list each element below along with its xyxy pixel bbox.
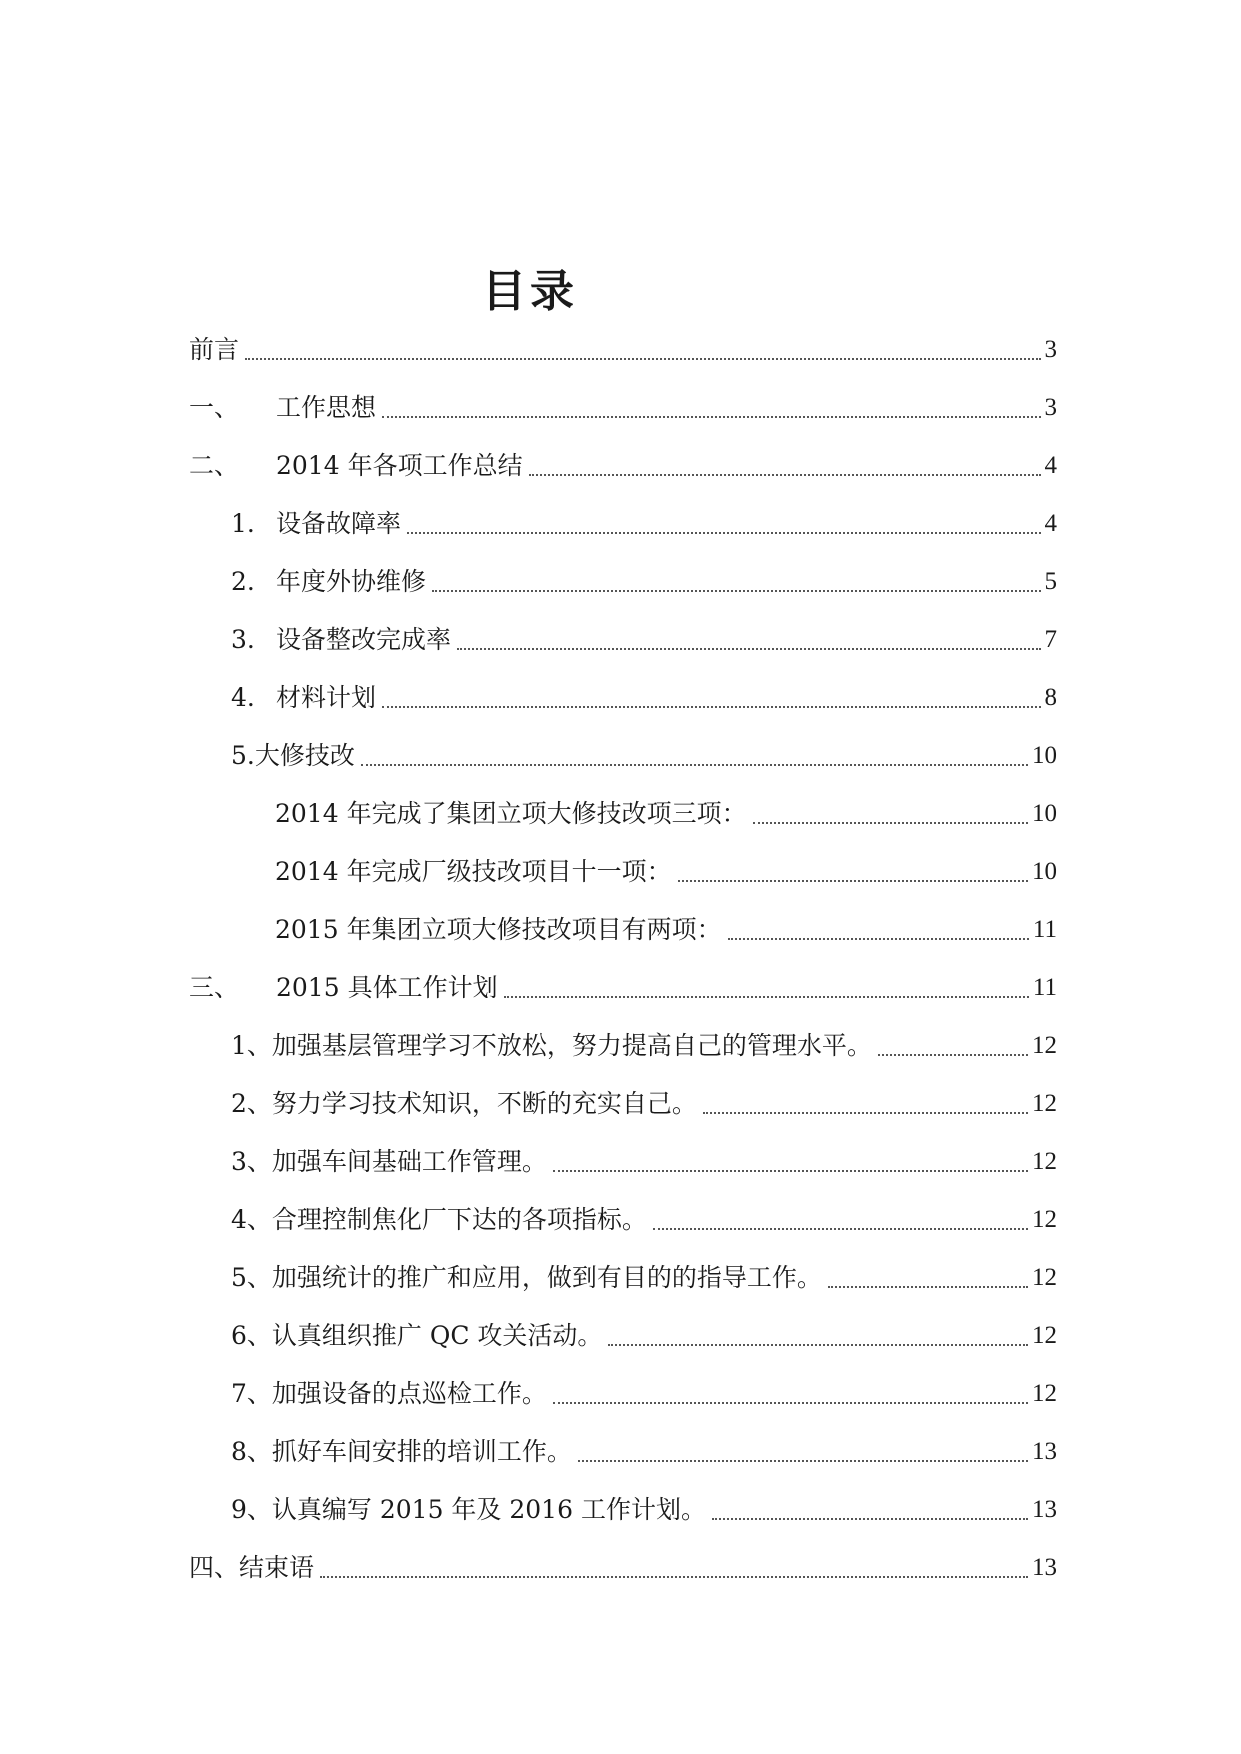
toc-leader bbox=[712, 1518, 1028, 1520]
toc-leader bbox=[432, 590, 1040, 592]
toc-entry-text: 工作思想 bbox=[276, 393, 377, 422]
toc-leader bbox=[504, 996, 1029, 998]
toc-page-number: 10 bbox=[1032, 858, 1057, 885]
toc-page-number: 11 bbox=[1032, 916, 1057, 943]
toc-leader bbox=[457, 648, 1040, 650]
toc-entry[interactable] bbox=[231, 1200, 1057, 1240]
toc-page-number: 11 bbox=[1032, 974, 1057, 1001]
toc-entry[interactable] bbox=[275, 794, 1057, 834]
toc-leader bbox=[529, 474, 1041, 476]
toc-entry[interactable] bbox=[231, 678, 1057, 718]
toc-page-number: 5 bbox=[1044, 568, 1057, 595]
toc-page-number: 12 bbox=[1032, 1148, 1057, 1175]
toc-leader bbox=[828, 1286, 1028, 1288]
toc-page-number: 12 bbox=[1032, 1032, 1057, 1059]
toc-entry[interactable] bbox=[189, 1548, 1057, 1588]
toc-entry-text: 5.大修技改 bbox=[231, 741, 355, 770]
toc-leader bbox=[320, 1576, 1028, 1578]
toc-entry[interactable] bbox=[231, 1490, 1057, 1530]
toc-leader bbox=[407, 532, 1040, 534]
toc-leader bbox=[553, 1402, 1028, 1404]
toc-leader bbox=[653, 1228, 1028, 1230]
toc-page-number: 4 bbox=[1044, 510, 1057, 537]
toc-page-number: 10 bbox=[1032, 800, 1057, 827]
toc-entry[interactable] bbox=[231, 1084, 1057, 1124]
toc-leader bbox=[578, 1460, 1028, 1462]
toc-entry-text: 9、认真编写 2015 年及 2016 工作计划。 bbox=[231, 1495, 706, 1524]
toc-page-number: 13 bbox=[1032, 1438, 1057, 1465]
toc-page-number: 13 bbox=[1032, 1496, 1057, 1523]
toc-entry-text: 6、认真组织推广 QC 攻关活动。 bbox=[231, 1321, 603, 1350]
toc-entry[interactable] bbox=[231, 504, 1057, 544]
toc-leader bbox=[728, 938, 1029, 940]
toc-page-number: 12 bbox=[1032, 1264, 1057, 1291]
toc-entry-text: 年度外协维修 bbox=[276, 567, 427, 596]
toc-page-number: 10 bbox=[1032, 742, 1057, 769]
toc-page-number: 12 bbox=[1032, 1090, 1057, 1117]
toc-entry-text: 5、加强统计的推广和应用，做到有目的的指导工作。 bbox=[231, 1263, 822, 1292]
toc-leader bbox=[878, 1054, 1028, 1056]
toc-page-number: 12 bbox=[1032, 1206, 1057, 1233]
toc-entry[interactable] bbox=[231, 1026, 1057, 1066]
toc-entry[interactable] bbox=[189, 330, 1057, 370]
toc-leader bbox=[245, 358, 1040, 360]
toc-entry-text: 设备故障率 bbox=[276, 509, 402, 538]
toc-page-number: 3 bbox=[1044, 394, 1057, 421]
toc-entry-text: 3、加强车间基础工作管理。 bbox=[231, 1147, 547, 1176]
toc-entry[interactable] bbox=[231, 620, 1057, 660]
toc-entry[interactable] bbox=[231, 1142, 1057, 1182]
toc-page-number: 4 bbox=[1044, 452, 1057, 479]
toc-leader bbox=[382, 416, 1040, 418]
toc-page-number: 12 bbox=[1032, 1322, 1057, 1349]
toc-entry-text: 7、加强设备的点巡检工作。 bbox=[231, 1379, 547, 1408]
toc-entry-text: 2014 年各项工作总结 bbox=[276, 451, 523, 480]
toc-entry-number: 二、 bbox=[189, 451, 240, 480]
toc-leader bbox=[361, 764, 1028, 766]
toc-entry-text: 8、抓好车间安排的培训工作。 bbox=[231, 1437, 572, 1466]
toc-page-number: 3 bbox=[1044, 336, 1057, 363]
toc-entry-text: 设备整改完成率 bbox=[276, 625, 452, 654]
toc-entry[interactable] bbox=[231, 1258, 1057, 1298]
toc-entry-text: 1、加强基层管理学习不放松，努力提高自己的管理水平。 bbox=[231, 1031, 872, 1060]
toc-entry[interactable] bbox=[189, 446, 1057, 486]
toc-page-number: 13 bbox=[1032, 1554, 1057, 1581]
toc-page-number: 8 bbox=[1044, 684, 1057, 711]
toc-entry-text: 2015 年集团立项大修技改项目有两项： bbox=[275, 915, 722, 944]
toc-entry-text: 4、合理控制焦化厂下达的各项指标。 bbox=[231, 1205, 647, 1234]
toc-entry-text: 2014 年完成了集团立项大修技改项三项： bbox=[275, 799, 747, 828]
toc-leader bbox=[753, 822, 1028, 824]
toc-page-number: 7 bbox=[1044, 626, 1057, 653]
toc-entry[interactable] bbox=[231, 562, 1057, 602]
toc-entry[interactable] bbox=[231, 1432, 1057, 1472]
toc-entry[interactable] bbox=[189, 388, 1057, 428]
toc-entry[interactable] bbox=[189, 968, 1057, 1008]
toc-entry-text: 2014 年完成厂级技改项目十一项： bbox=[275, 857, 672, 886]
toc-entry[interactable] bbox=[275, 910, 1057, 950]
toc-entry[interactable] bbox=[231, 1374, 1057, 1414]
toc-entry-text: 2015 具体工作计划 bbox=[276, 973, 498, 1002]
toc-leader bbox=[382, 706, 1040, 708]
toc-entry-number: 4. bbox=[231, 683, 255, 712]
toc-entry-text: 2、努力学习技术知识，不断的充实自己。 bbox=[231, 1089, 697, 1118]
page-title: 目录 bbox=[482, 266, 578, 317]
toc-entry-number: 三、 bbox=[189, 973, 240, 1002]
toc-entry[interactable] bbox=[231, 1316, 1057, 1356]
toc-entry-number: 一、 bbox=[189, 393, 240, 422]
toc-page-number: 12 bbox=[1032, 1380, 1057, 1407]
toc-entry-text: 材料计划 bbox=[276, 683, 377, 712]
toc-entry-number: 3. bbox=[231, 625, 255, 654]
toc-entry[interactable] bbox=[231, 736, 1057, 776]
toc-entry-number: 2. bbox=[231, 567, 255, 596]
toc-entry-number: 1. bbox=[231, 509, 255, 538]
toc-leader bbox=[608, 1344, 1028, 1346]
toc-entry-text: 四、结束语 bbox=[189, 1553, 315, 1582]
toc-entry[interactable] bbox=[275, 852, 1057, 892]
toc-leader bbox=[703, 1112, 1028, 1114]
toc-entry-text: 前言 bbox=[189, 335, 240, 364]
toc-leader bbox=[678, 880, 1028, 882]
toc-leader bbox=[553, 1170, 1028, 1172]
